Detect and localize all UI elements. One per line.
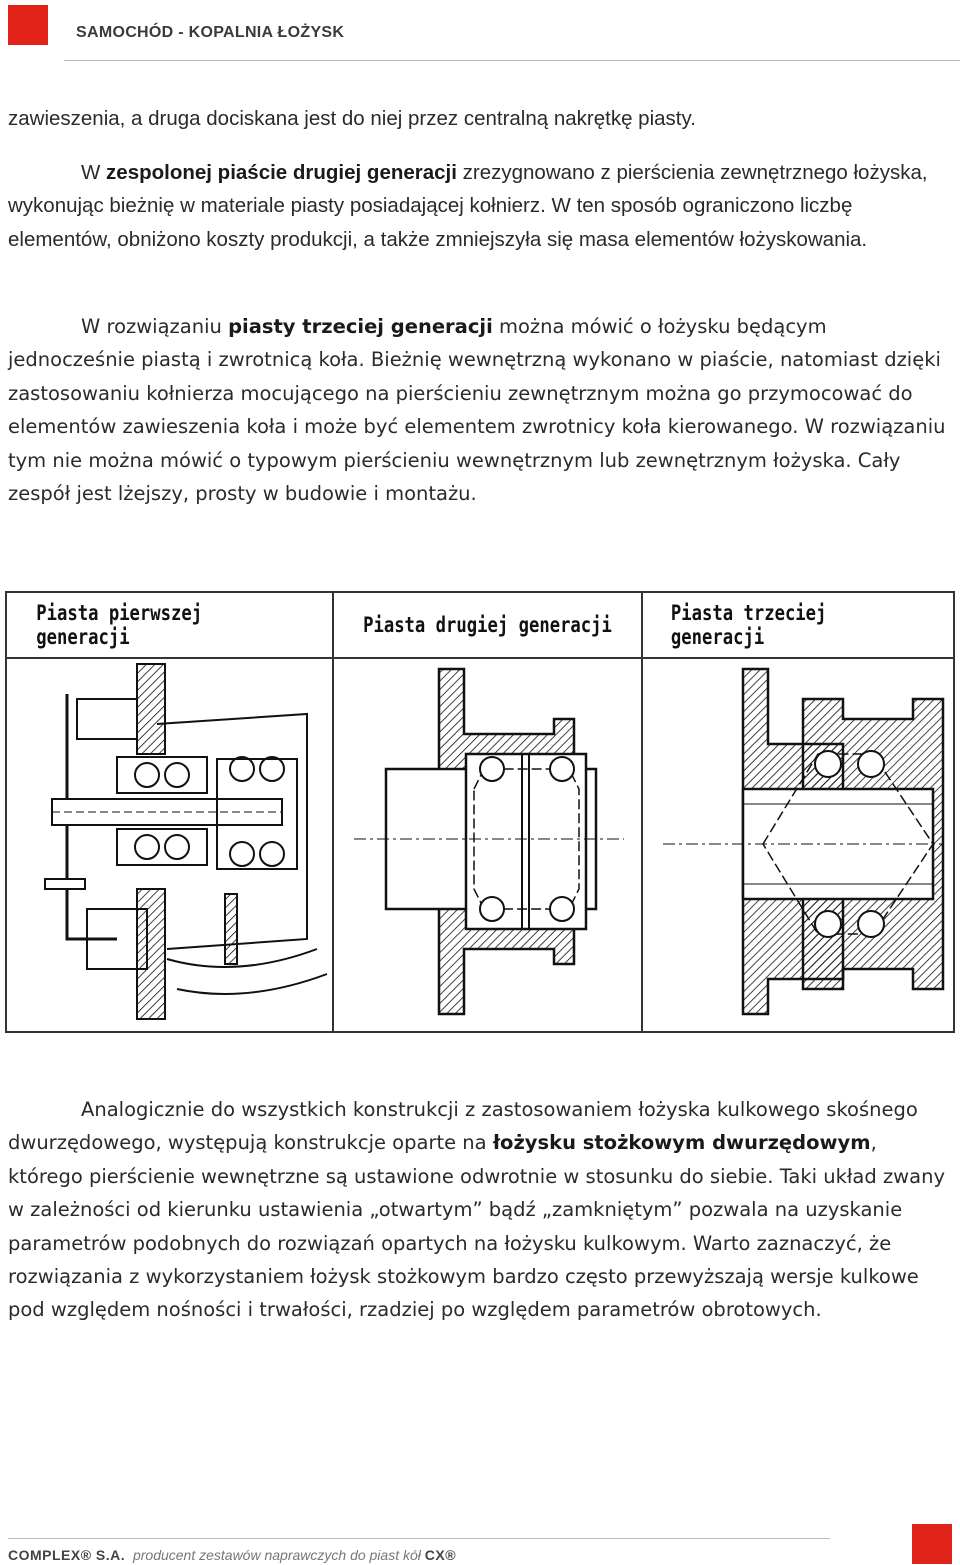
paragraph-1 [8, 102, 956, 135]
figure-heading-gen1: Piasta pierwszej generacji [36, 601, 203, 649]
header-divider [64, 60, 960, 61]
paragraph-2-bold: zespolonej piaście drugiej generacji [106, 161, 457, 184]
paragraph-1-text: zawieszenia, a druga dociskana jest do niej przez centralną nakrętkę piasty. [8, 107, 696, 130]
paragraph-3-pre: W rozwiązaniu [81, 315, 229, 338]
paragraph-3-post: można mówić o łożysku będącym jednocześnie piastą i zwrotnicą koła. Bieżnię wewnętrzną wykonano w piaście, natomiast dzięki zastosowaniu kołnierza mocującego na pierścieniu zewnętrznym można go przymocować do elementów zawieszenia koła i może być elementem zwrotnicy koła kierowanego. W rozwiązaniu tym nie można mówić o typowym pierścieniu wewnętrznym lub zewnętrznym łożyska. Cały zespół jest lżejszy, prosty w budowie i montażu. [8, 315, 946, 506]
footer-brand: COMPLEX® S.A. [8, 1547, 126, 1563]
paragraph-4 [8, 1093, 956, 1327]
hub-generations-figure [5, 591, 955, 1033]
figure-heading-gen2: Piasta drugiej generacji [363, 613, 612, 637]
header-title: SAMOCHÓD - KOPALNIA ŁOŻYSK [76, 24, 345, 41]
footer-mark: CX® [424, 1547, 457, 1563]
paragraph-4-bold: łożysku stożkowym dwurzędowym [492, 1131, 871, 1155]
footer-divider [8, 1538, 830, 1539]
hub-gen2-drawing-icon [334, 659, 641, 1031]
footer-logo [912, 1524, 952, 1564]
paragraph-2 [8, 156, 956, 256]
paragraph-3 [8, 310, 956, 510]
footer [8, 1547, 456, 1563]
paragraph-4-pre: Analogicznie do wszystkich konstrukcji z zastosowaniem łożyska kulkowego skośnego dwurzędowego, występują konstrukcje oparte na [8, 1098, 918, 1155]
hub-gen1-drawing-icon [7, 659, 332, 1031]
footer-tagline: producent zestawów naprawczych do piast kół [132, 1547, 421, 1563]
hub-gen3-drawing-icon [643, 659, 953, 1031]
paragraph-4-post: , którego pierścienie wewnętrzne są ustawione odwrotnie w stosunku do siebie. Taki układ zwany w zależności od kierunku ustawienia „otwartym” bądź „zamkniętym” pozwala na uzyskanie parametrów podobnych do rozwiązań opartych na łożysku kulkowym. Warto zaznaczyć, że rozwiązania z wykorzystaniem łożysk stożkowym bardzo często przewyższają wersje kulkowe pod względem nośności i trwałości, rzadziej po względem parametrów obrotowych. [8, 1131, 945, 1322]
paragraph-2-pre: W [81, 161, 107, 184]
paragraph-3-bold: piasty trzeciej generacji [228, 315, 493, 338]
paragraph-2-post: zrezygnowano z pierścienia zewnętrznego łożyska, wykonując bieżnię w materiale piasty posiadającej kołnierz. W ten sposób ograniczono liczbę elementów, obniżono koszty produkcji, a także zmniejszyła się masa elementów łożyskowania. [8, 161, 928, 251]
figure-heading-gen3: Piasta trzeciej generacji [670, 601, 827, 649]
header-logo [8, 5, 48, 45]
